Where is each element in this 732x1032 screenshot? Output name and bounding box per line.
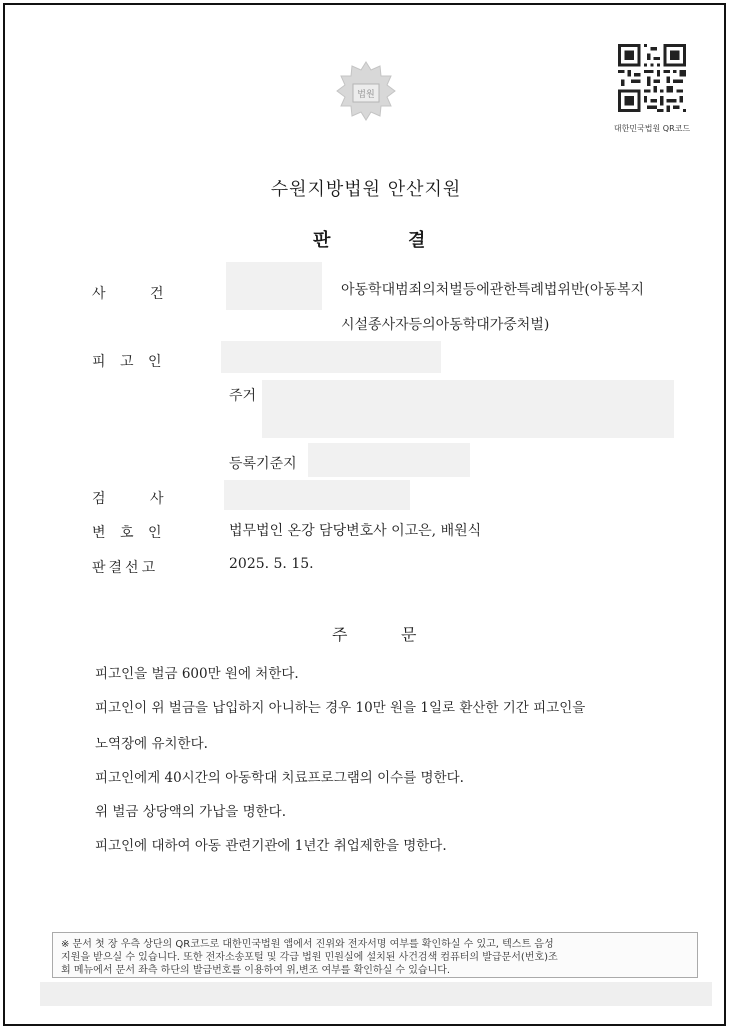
defendant-label: 피 고 인 xyxy=(92,354,162,370)
address-redacted xyxy=(262,380,674,438)
order-line: 피고인이 위 벌금을 납입하지 아니하는 경우 10만 원을 1일로 환산한 기간 피고인을 xyxy=(95,700,586,716)
order-line: 피고인에게 40시간의 아동학대 치료프로그램의 이수를 명한다. xyxy=(95,770,464,786)
case-title-line1: 아동학대범죄의처벌등에관한특례법위반(아동복지 xyxy=(341,282,644,298)
case-label: 사 건 xyxy=(92,286,164,302)
defendant-name-redacted xyxy=(221,341,441,373)
verdict-date-label: 판결선고 xyxy=(92,560,159,576)
notice-line3: 회 메뉴에서 문서 좌측 하단의 발급번호를 이용하여 위,변조 여부를 확인하실 수 있습니다. xyxy=(61,965,451,976)
verdict-date: 2025. 5. 15. xyxy=(229,556,314,572)
case-number-redacted xyxy=(226,262,322,310)
footer-shading xyxy=(40,982,712,1006)
qr-code-icon[interactable] xyxy=(618,44,686,112)
document-title-part1: 판 xyxy=(313,230,331,251)
address-label: 주거 xyxy=(229,388,257,404)
notice-line1: ※ 문서 첫 장 우측 상단의 QR코드로 대한민국법원 앱에서 진위와 전자서명 여부를 확인하실 수 있고, 텍스트 음성 xyxy=(61,939,554,950)
order-line: 노역장에 유치한다. xyxy=(95,736,208,752)
order-heading-part1: 주 xyxy=(332,625,348,644)
document-title-part2: 결 xyxy=(408,230,426,251)
registered-domicile-redacted xyxy=(308,443,470,477)
notice-line2: 지원을 받으실 수 있습니다. 또한 전자소송포털 및 각급 법원 민원실에 설치된 사건검색 컴퓨터의 발급문서(번호)조 xyxy=(61,952,558,963)
counsel-value: 법무법인 온강 담당변호사 이고은, 배원식 xyxy=(229,523,482,539)
page-border xyxy=(3,3,726,1026)
order-line: 피고인에 대하여 아동 관련기관에 1년간 취업제한을 명한다. xyxy=(95,838,447,854)
registered-domicile-label: 등록기준지 xyxy=(229,456,297,472)
case-title-line2: 시설종사자등의아동학대가중처벌) xyxy=(341,317,550,333)
court-name: 수원지방법원 안산지원 xyxy=(270,179,462,200)
verification-notice xyxy=(52,932,698,978)
emblem-text: 법원 xyxy=(357,90,375,100)
order-heading-part2: 문 xyxy=(401,625,417,644)
qr-caption: 대한민국법원 QR코드 xyxy=(613,124,691,133)
order-line: 위 벌금 상당액의 가납을 명한다. xyxy=(95,804,286,820)
counsel-label: 변 호 인 xyxy=(92,525,162,541)
court-emblem-icon xyxy=(335,60,397,122)
prosecutor-redacted xyxy=(224,480,410,510)
order-line: 피고인을 벌금 600만 원에 처한다. xyxy=(95,666,299,682)
prosecutor-label: 검 사 xyxy=(92,491,164,507)
